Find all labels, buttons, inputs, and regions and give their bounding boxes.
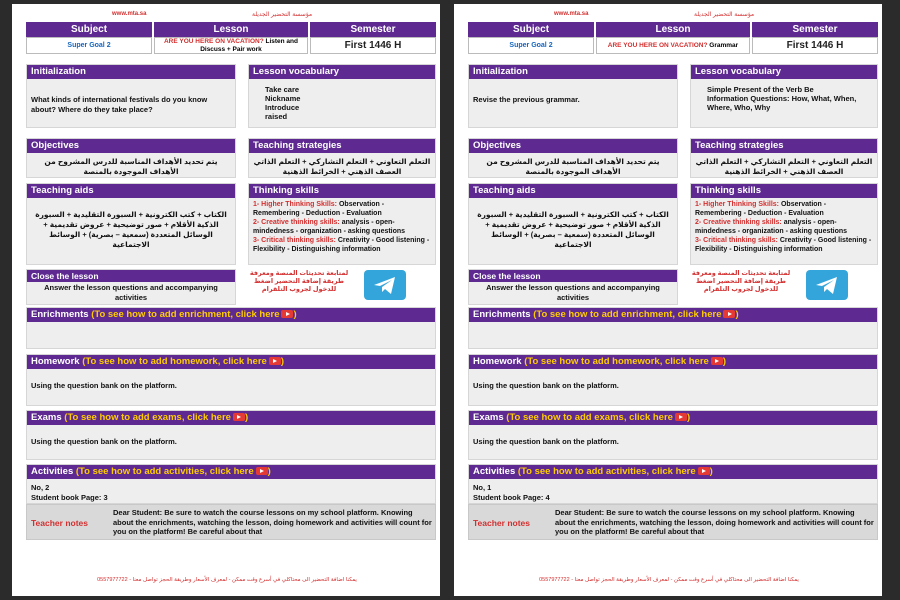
- exams-text: Using the question bank on the platform.: [473, 437, 619, 446]
- enrichments-title: Enrichments: [31, 309, 89, 320]
- lesson-title: ARE YOU HERE ON VACATION?: [163, 37, 264, 45]
- critical-skills-text: Creativity - Good listening - Flexibility - Distinguishing information: [695, 237, 872, 253]
- footer-text: يمكنا اضافة التحضير الى محتاكلي في أسرع وقت ممكن - لمعرف الأسعار وطريقة الحجز تواصل معنا -: [571, 577, 799, 583]
- youtube-icon[interactable]: [711, 357, 723, 365]
- footer-phone[interactable]: 0557977722: [539, 577, 570, 583]
- teacher-notes-text: Dear Student: Be sure to watch the course lessons on my school platform. Knowing about the enrichments, watching the lesson, doing homework and activities will count for you on the platform! Be careful about that: [555, 508, 874, 536]
- homework-link-text[interactable]: (To see how to add homework, click here: [524, 356, 709, 367]
- activities-link-close: ): [709, 466, 713, 477]
- semester-header: Semester: [310, 22, 436, 37]
- homework-help-link[interactable]: [82, 356, 284, 367]
- subject-value: Super Goal 2: [468, 37, 594, 54]
- vocabulary-item: Information Questions: How, What, When, Where, Who, Why: [707, 94, 857, 112]
- activities-text: [469, 479, 877, 507]
- telegram-text[interactable]: لمتابعة تحديثات المنصة ومعرفة طريقة إضافة التحضير اضغط للدخول لجروب التلقرام: [691, 270, 791, 293]
- higher-skills-label: 1- Higher Thinking Skills:: [253, 201, 338, 208]
- initialization-title: Initialization: [27, 65, 235, 79]
- youtube-icon[interactable]: [281, 310, 293, 318]
- creative-skills-text: analysis - open-mindedness - organization - asking questions: [253, 219, 406, 235]
- footer-phone[interactable]: 0557977722: [97, 577, 128, 583]
- telegram-text[interactable]: لمتابعة تحديثات المنصة ومعرفة طريقة إضافة التحضير اضغط للدخول لجروب التلقرام: [249, 270, 349, 293]
- exams-section: [468, 410, 878, 460]
- vocabulary-list: [249, 79, 435, 125]
- telegram-icon[interactable]: [364, 270, 406, 300]
- enrichments-help-link[interactable]: [91, 309, 296, 320]
- enrichments-help-link[interactable]: [533, 309, 738, 320]
- lesson-header: Lesson: [596, 22, 750, 37]
- strategies-text: التعلم التعاوني + التعلم التشاركي + التعلم الذاتي العصف الذهني + الخرائط الذهنية: [695, 157, 873, 176]
- homework-link-close: ): [280, 356, 284, 367]
- objectives-title: Objectives: [469, 139, 677, 153]
- enrichments-title-bar: [27, 308, 435, 322]
- close-section: [468, 269, 678, 305]
- aids-title: Teaching aids: [469, 184, 677, 198]
- aids-text: الكتاب + كتب الكترونية + السبورة التقليدية + السبورة الذكية الأقلام + صور توضيحية + عروض تقديمية + الوسائل المتعددة (سمعية – بصرية) + الوسائط الاجتماعية: [477, 210, 669, 249]
- thinking-text: [691, 198, 877, 258]
- exams-title-bar: [27, 411, 435, 425]
- objectives-section: [468, 138, 678, 178]
- enrichments-title-bar: [469, 308, 877, 322]
- youtube-icon[interactable]: [698, 467, 710, 475]
- vocabulary-section: [248, 64, 436, 128]
- semester-value: First 1446 H: [310, 37, 436, 54]
- critical-skills-text: Creativity - Good listening - Flexibility - Distinguishing information: [253, 237, 430, 253]
- close-title: Close the lesson: [27, 270, 235, 282]
- lesson-value: [596, 37, 750, 54]
- teacher-notes-text: Dear Student: Be sure to watch the course lessons on my school platform. Knowing about the enrichments, watching the lesson, doing homework and activities will count for you on the platform! Be careful about that: [113, 508, 432, 536]
- homework-title-bar: [469, 355, 877, 369]
- homework-link-close: ): [722, 356, 726, 367]
- vocabulary-title: Lesson vocabulary: [249, 65, 435, 79]
- youtube-icon[interactable]: [675, 413, 687, 421]
- homework-text: Using the question bank on the platform.: [473, 381, 619, 390]
- footer-text: يمكنا اضافة التحضير الى محتاكلي في أسرع وقت ممكن - لمعرف الأسعار وطريقة الحجز تواصل معنا -: [129, 577, 357, 583]
- homework-title: Homework: [473, 356, 522, 367]
- close-text: Answer the lesson questions and accompanying activities: [44, 283, 218, 302]
- site-name-ar: مؤسسة التحضير الجديلة: [694, 12, 755, 18]
- homework-section: [468, 354, 878, 406]
- close-text: Answer the lesson questions and accompanying activities: [486, 283, 660, 302]
- lesson-type: Listen and Discuss + Pair work: [200, 37, 298, 53]
- subject-header: Subject: [26, 22, 152, 37]
- exams-title-bar: [469, 411, 877, 425]
- objectives-text: يتم تحديد الأهداف المناسبة للدرس المشروح من الأهداف الموجودة بالمنصة: [486, 157, 660, 176]
- critical-skills-label: 3- Critical thinking skills:: [695, 237, 778, 244]
- activities-title-bar: [27, 465, 435, 479]
- footer: [42, 577, 412, 583]
- exams-link-text[interactable]: (To see how to add exams, click here: [64, 412, 231, 423]
- youtube-icon[interactable]: [269, 357, 281, 365]
- strategies-section: [248, 138, 436, 178]
- lesson-header: Lesson: [154, 22, 308, 37]
- aids-section: [26, 183, 236, 265]
- activities-link-close: ): [267, 466, 271, 477]
- homework-title-bar: [27, 355, 435, 369]
- enrichments-section: [26, 307, 436, 349]
- activity-page: Student book Page: 4: [473, 493, 550, 502]
- vocabulary-section: [690, 64, 878, 128]
- telegram-icon[interactable]: [806, 270, 848, 300]
- creative-skills-label: 2- Creative thinking skills:: [695, 219, 782, 226]
- thinking-section: [248, 183, 436, 265]
- youtube-icon[interactable]: [256, 467, 268, 475]
- subject-header: Subject: [468, 22, 594, 37]
- higher-skills-text: Observation - Remembering - Deduction - Evaluation: [695, 201, 827, 217]
- site-url[interactable]: www.mta.sa: [554, 11, 589, 17]
- initialization-title: Initialization: [469, 65, 677, 79]
- thinking-title: Thinking skills: [691, 184, 877, 198]
- youtube-icon[interactable]: [723, 310, 735, 318]
- lesson-title: ARE YOU HERE ON VACATION?: [607, 41, 708, 49]
- critical-skills-label: 3- Critical thinking skills:: [253, 237, 336, 244]
- activity-number: No, 1: [473, 483, 492, 492]
- page-right: [454, 4, 882, 596]
- activities-link-text[interactable]: (To see how to add activities, click here: [75, 466, 254, 477]
- activities-title-bar: [469, 465, 877, 479]
- youtube-icon[interactable]: [233, 413, 245, 421]
- objectives-section: [26, 138, 236, 178]
- initialization-text: What kinds of international festivals do you know about? Where do they take place?: [31, 95, 208, 114]
- vocabulary-item: Introduce: [265, 103, 300, 112]
- activities-link-text[interactable]: (To see how to add activities, click here: [517, 466, 696, 477]
- lesson-type: Grammar: [709, 41, 739, 49]
- activities-help-link[interactable]: [76, 466, 271, 477]
- activities-section: [26, 464, 436, 504]
- activities-help-link[interactable]: [518, 466, 713, 477]
- activity-page: Student book Page: 3: [31, 493, 108, 502]
- exams-text: Using the question bank on the platform.: [31, 437, 177, 446]
- strategies-text: التعلم التعاوني + التعلم التشاركي + التعلم الذاتي العصف الذهني + الخرائط الذهنية: [253, 157, 431, 176]
- creative-skills-label: 2- Creative thinking skills:: [253, 219, 340, 226]
- creative-skills-text: analysis - open-mindedness - organization - asking questions: [695, 219, 848, 235]
- exams-help-link[interactable]: [506, 412, 690, 423]
- thinking-section: [690, 183, 878, 265]
- semester-header: Semester: [752, 22, 878, 37]
- site-name-ar: مؤسسة التحضير الجديلة: [252, 12, 313, 18]
- site-url[interactable]: www.mta.sa: [112, 11, 147, 17]
- homework-help-link[interactable]: [524, 356, 726, 367]
- enrichments-link-close: ): [735, 309, 739, 320]
- page-left: [12, 4, 440, 596]
- initialization-section: [26, 64, 236, 128]
- exams-help-link[interactable]: [64, 412, 248, 423]
- higher-skills-label: 1- Higher Thinking Skills:: [695, 201, 780, 208]
- teacher-notes-section: [26, 504, 436, 540]
- close-title: Close the lesson: [469, 270, 677, 282]
- semester-value: First 1446 H: [752, 37, 878, 54]
- subject-value: Super Goal 2: [26, 37, 152, 54]
- strategies-title: Teaching strategies: [249, 139, 435, 153]
- enrichments-link-text[interactable]: (To see how to add enrichment, click here: [91, 309, 280, 320]
- enrichments-section: [468, 307, 878, 349]
- initialization-section: [468, 64, 678, 128]
- initialization-text: Revise the previous grammar.: [473, 95, 580, 104]
- vocabulary-item: Simple Present of the Verb Be: [707, 85, 814, 94]
- aids-text: الكتاب + كتب الكترونية + السبورة التقليدية + السبورة الذكية الأقلام + صور توضيحية + عروض تقديمية + الوسائل المتعددة (سمعية – بصرية) + الوسائط الاجتماعية: [35, 210, 227, 249]
- objectives-title: Objectives: [27, 139, 235, 153]
- activity-number: No, 2: [31, 483, 50, 492]
- vocabulary-item: raised: [265, 112, 288, 121]
- exams-section: [26, 410, 436, 460]
- activities-section: [468, 464, 878, 504]
- exams-link-text[interactable]: (To see how to add exams, click here: [506, 412, 673, 423]
- lesson-value: [154, 37, 308, 54]
- homework-title: Homework: [31, 356, 80, 367]
- homework-link-text[interactable]: (To see how to add homework, click here: [82, 356, 267, 367]
- activities-text: [27, 479, 435, 507]
- vocabulary-item: Nickname: [265, 94, 301, 103]
- aids-section: [468, 183, 678, 265]
- enrichments-link-close: ): [293, 309, 297, 320]
- homework-text: Using the question bank on the platform.: [31, 381, 177, 390]
- teacher-notes-label: Teacher notes: [473, 518, 531, 528]
- activities-title: Activities: [31, 466, 74, 477]
- thinking-title: Thinking skills: [249, 184, 435, 198]
- objectives-text: يتم تحديد الأهداف المناسبة للدرس المشروح من الأهداف الموجودة بالمنصة: [44, 157, 218, 176]
- vocabulary-list: [691, 79, 877, 116]
- vocabulary-title: Lesson vocabulary: [691, 65, 877, 79]
- enrichments-link-text[interactable]: (To see how to add enrichment, click here: [533, 309, 722, 320]
- homework-section: [26, 354, 436, 406]
- enrichments-title: Enrichments: [473, 309, 531, 320]
- vocabulary-item: Take care: [265, 85, 300, 94]
- activities-title: Activities: [473, 466, 516, 477]
- exams-title: Exams: [31, 412, 62, 423]
- strategies-title: Teaching strategies: [691, 139, 877, 153]
- close-section: [26, 269, 236, 305]
- teacher-notes-section: [468, 504, 878, 540]
- strategies-section: [690, 138, 878, 178]
- footer: [484, 577, 854, 583]
- higher-skills-text: Observation - Remembering - Deduction - Evaluation: [253, 201, 385, 217]
- exams-link-close: ): [686, 412, 691, 423]
- teacher-notes-label: Teacher notes: [31, 518, 89, 528]
- thinking-text: [249, 198, 435, 258]
- exams-link-close: ): [244, 412, 249, 423]
- exams-title: Exams: [473, 412, 504, 423]
- aids-title: Teaching aids: [27, 184, 235, 198]
